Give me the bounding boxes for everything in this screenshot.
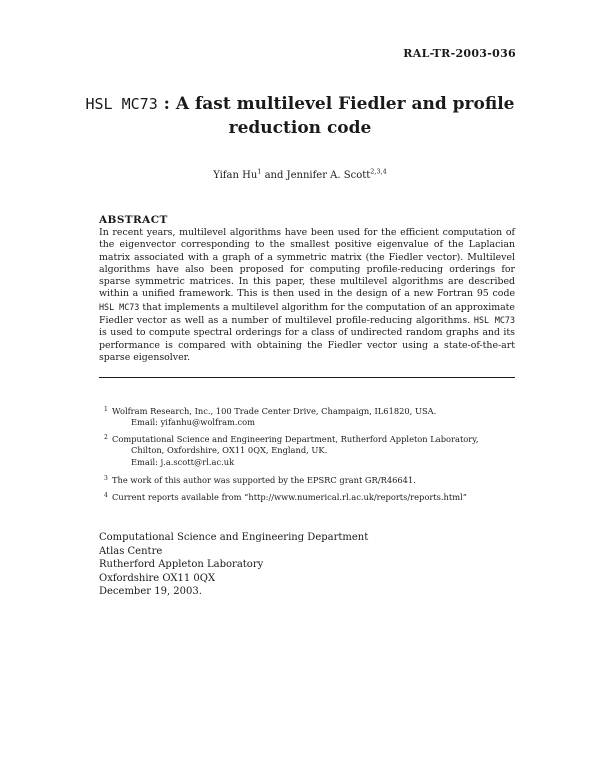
footnote-3 — [104, 475, 524, 486]
address-lab: Rutherford Appleton Laboratory — [99, 559, 264, 571]
title-line2: reduction code — [228, 118, 372, 138]
title-code-name: HSL MC73 — [85, 95, 158, 113]
footnote-1-line-2: Email: yifanhu@wolfram.com — [131, 417, 256, 428]
address-county: Oxfordshire OX11 0QX — [99, 572, 216, 584]
author-2: Jennifer A. Scott — [286, 170, 371, 181]
title-line1-rest: : A fast multilevel Fiedler and profile — [157, 94, 515, 114]
footnote-2-line-1: Computational Science and Engineering Department, Rutherford Appleton Laboratory, — [112, 434, 479, 444]
footnote-3-number: 3 — [104, 475, 108, 482]
footnote-3-line-1: The work of this author was supported by the EPSRC grant GR/R46641. — [112, 475, 416, 485]
abstract-part-3: is used to compute spectral orderings for a class of undirected random graphs and its performance is compared with obtaining the Fiedler vector using a state-of-the-art sparse eigensolver. — [99, 327, 515, 363]
institution-address — [99, 531, 368, 599]
address-dept: Computational Science and Engineering Department — [99, 532, 369, 543]
paper-title — [60, 92, 540, 140]
footnote-4-line-1: Current reports available from “http://www.numerical.rl.ac.uk/reports/reports.html” — [112, 492, 467, 502]
footnote-4 — [104, 492, 524, 503]
address-centre: Atlas Centre — [99, 545, 163, 557]
footnote-2-line-3: Email: j.a.scott@rl.ac.uk — [131, 456, 235, 467]
footnote-1-number: 1 — [104, 406, 108, 413]
report-number: RAL-TR-2003-036 — [403, 47, 516, 60]
author-connector: and — [261, 170, 287, 181]
abstract-part-1: In recent years, multilevel algorithms have been used for the efficient computation of the eigenvector corresponding to the smallest positive eigenvalue of the Laplacian matrix associated with a graph of a symmetric matrix (the Fiedler vector). Multilevel algorithms have also been proposed for computing profile-reducing orderings for sparse symmetric matrices. In this paper, these multilevel algorithms are described within a unified framework. This is then used in the design of a new Fortran 95 code — [99, 227, 515, 300]
report-date: December 19, 2003. — [99, 586, 202, 598]
author-list — [0, 167, 600, 181]
footnote-2 — [104, 434, 524, 468]
abstract-part-2: that implements a multilevel algorithm for the computation of an approximate Fiedler vector as well as a number of multilevel profile-reducing algorithms. — [99, 301, 515, 327]
abstract-code-1: HSL MC73 — [99, 301, 140, 312]
footnote-2-number: 2 — [104, 434, 108, 441]
author-1: Yifan Hu — [213, 170, 258, 181]
author-1-marks: 1 — [257, 167, 262, 176]
author-2-marks: 2,3,4 — [370, 167, 387, 176]
footnote-1-line-1: Wolfram Research, Inc., 100 Trade Center Drive, Champaign, IL61820, USA. — [112, 406, 437, 416]
footnote-divider — [99, 377, 515, 378]
footnote-1 — [104, 406, 524, 429]
footnote-4-number: 4 — [104, 492, 108, 499]
abstract-heading: ABSTRACT — [99, 214, 168, 226]
footnote-2-line-2: Chilton, Oxfordshire, OX11 0QX, England, UK. — [131, 445, 328, 456]
abstract-code-2: HSL MC73 — [473, 315, 515, 326]
abstract-body — [99, 227, 515, 364]
